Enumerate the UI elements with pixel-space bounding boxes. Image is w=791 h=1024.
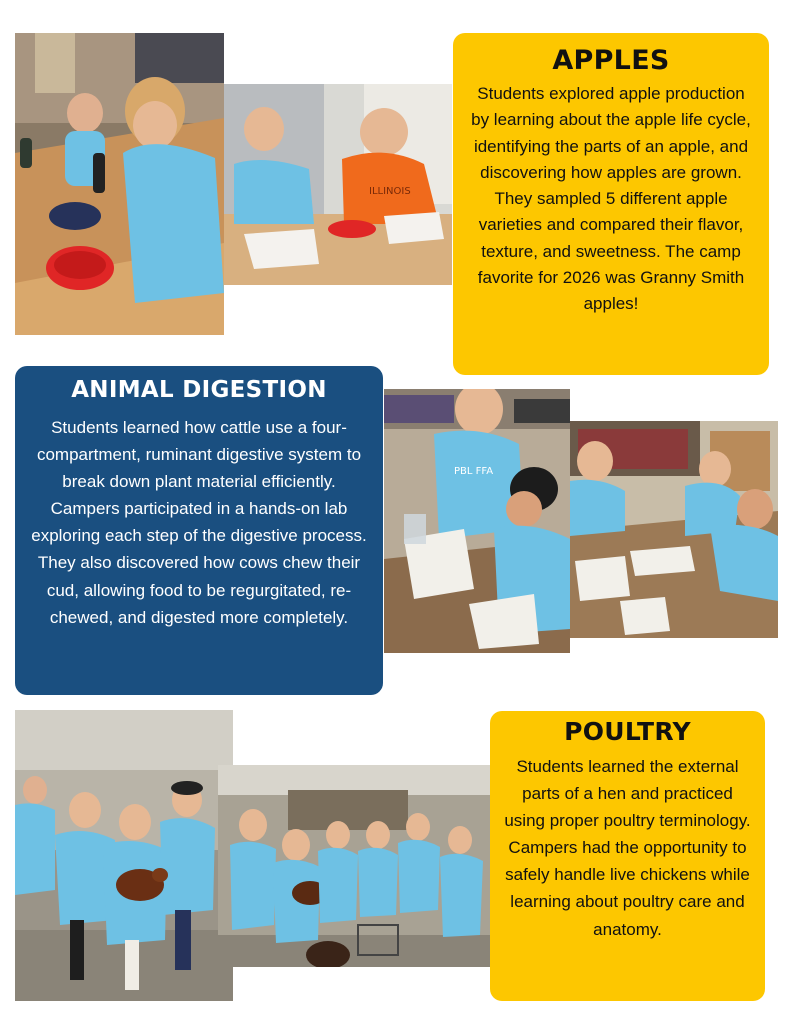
poultry-photo-left bbox=[15, 710, 233, 1001]
apples-photo-left bbox=[15, 33, 224, 335]
animal-digestion-section bbox=[15, 366, 383, 695]
apples-section bbox=[453, 33, 769, 375]
apples-photo-right bbox=[224, 84, 452, 285]
poultry-photo-right bbox=[218, 765, 490, 967]
digestion-photo-right bbox=[570, 421, 778, 638]
apples-body: Students explored apple production by learning about the apple life cycle, identifying the parts of an apple, and discovering how apples are grown. They sampled 5 different apple varieties and compared their flavor, texture, and sweetness. The camp favorite for 2026 was Granny Smith apples! bbox=[471, 84, 751, 314]
apples-title: APPLES bbox=[552, 45, 670, 76]
poultry-section bbox=[490, 711, 765, 1001]
digestion-photo-left bbox=[384, 389, 570, 653]
shirt-print-text: PBL FFA bbox=[454, 466, 494, 477]
animal-digestion-body: Students learned how cattle use a four-compartment, ruminant digestive system to break down plant material efficiently. Campers participated in a hands-on lab exploring each step of the digestive process. They also discovered how cows chew their cud, allowing food to be regurgitated, re-chewed, and digested more completely. bbox=[31, 418, 367, 627]
poultry-body: Students learned the external parts of a hen and practiced using proper poultry terminology. Campers had the opportunity to safely handle live chickens while learning about poultry care and anatomy. bbox=[504, 757, 751, 939]
orange-shirt-print: ILLINOIS bbox=[369, 186, 411, 197]
animal-digestion-title: ANIMAL DIGESTION bbox=[71, 377, 327, 403]
poultry-title: POULTRY bbox=[564, 717, 691, 746]
